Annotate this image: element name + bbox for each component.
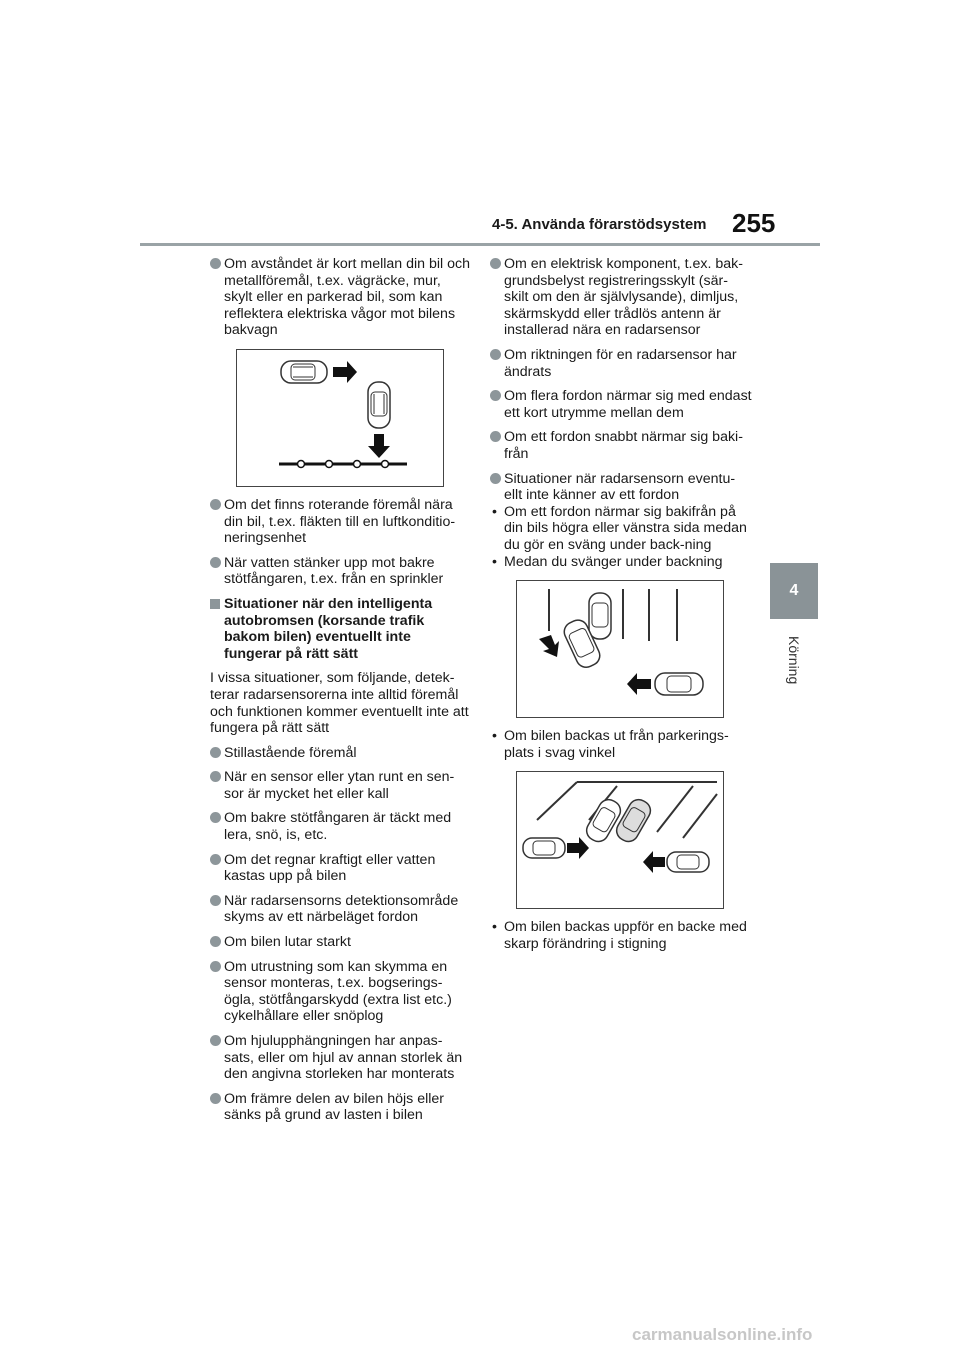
- list-item: [490, 256, 752, 339]
- list-item-text: När radarsensorns detektionsområde skyms av ett närbeläget fordon: [224, 892, 459, 926]
- list-item: [210, 745, 472, 762]
- bullet-dot-icon: [210, 854, 221, 865]
- section-heading: [210, 596, 472, 662]
- chapter-label: [770, 630, 818, 690]
- section-heading-text: Situationer när den intelligenta autobromsen (korsande trafik bakom bilen) eventuellt inte fungerar på rätt sätt: [224, 595, 433, 662]
- bullet-dot-icon: [490, 349, 501, 360]
- section-title: 4-5. Använda förarstödsystem: [492, 216, 707, 233]
- list-item: [210, 810, 472, 843]
- list-item: [490, 388, 752, 421]
- list-item-text: Situationer när radarsensorn eventu-ellt inte känner av ett fordon: [504, 470, 736, 504]
- list-item-text: Om en elektrisk komponent, t.ex. bak-grundsbelyst registreringsskylt (sär-skilt om den är självlysande), dimljus, skärmskydd eller trådlös antenn är installerad nära en radarsensor: [504, 256, 743, 339]
- chapter-label-text: Körning: [786, 635, 802, 685]
- page-number: 255: [732, 208, 776, 238]
- sub-bullet-glyph: •: [492, 728, 497, 745]
- bullet-dot-icon: [490, 473, 501, 484]
- list-item-text: När en sensor eller ytan runt en sen-sor är mycket het eller kall: [224, 769, 455, 802]
- list-item-text: Om utrustning som kan skymma en sensor monteras, t.ex. bogserings-ögla, stötfångarskydd (extra list etc.) cykelhållare eller snöplog: [224, 958, 452, 1025]
- bullet-dot-icon: [210, 258, 221, 269]
- list-item: [210, 959, 472, 1025]
- car-icon: [655, 673, 703, 695]
- bullet-dot-icon: [490, 258, 501, 269]
- sub-list-item: [490, 554, 752, 571]
- list-item-text: Om bilen lutar starkt: [224, 934, 351, 951]
- bullet-dot-icon: [210, 1035, 221, 1046]
- arrow-right-icon: [333, 361, 357, 383]
- list-item: [210, 934, 472, 951]
- list-item: [210, 256, 472, 339]
- chapter-number: 4: [789, 582, 799, 599]
- list-item: [210, 769, 472, 802]
- intro-paragraph: I vissa situationer, som följande, detek-terar radarsensorerna inte alltid föremål och funktionen kommer eventuellt inte att fungera på rätt sätt: [210, 670, 469, 737]
- bullet-dot-icon: [210, 747, 221, 758]
- list-item: [210, 893, 472, 926]
- bullet-dot-icon: [210, 771, 221, 782]
- sub-bullet-glyph: •: [492, 553, 497, 570]
- list-item: [210, 852, 472, 885]
- sub-bullet-glyph: •: [492, 503, 497, 520]
- car-icon: [368, 382, 390, 428]
- list-item-text: Om riktningen för en radarsensor har ändrats: [504, 346, 737, 380]
- right-column: [490, 256, 752, 952]
- list-item-text: Om bakre stötfångaren är täckt med lera, snö, is, etc.: [224, 810, 452, 844]
- list-item-text: Om främre delen av bilen höjs eller sänks på grund av lasten i bilen: [224, 1090, 445, 1124]
- list-item: [490, 471, 752, 504]
- sub-list-item: [490, 728, 752, 761]
- bullet-dot-icon: [210, 499, 221, 510]
- list-item-text: Om avståndet är kort mellan din bil och metallföremål, t.ex. vägräcke, mur, skylt eller en parkerad bil, som kan reflektera elektriska vågor mot bilens bakvagn: [224, 256, 471, 339]
- bullet-dot-icon: [490, 390, 501, 401]
- car-icon: [589, 593, 611, 639]
- arrow-down-icon: [368, 434, 390, 458]
- bullet-dot-icon: [210, 1093, 221, 1104]
- figure-reversing-turn: [516, 580, 724, 718]
- list-item: [210, 497, 472, 547]
- figure-angled-parking: [516, 771, 724, 909]
- list-item: [210, 555, 472, 588]
- list-item-text: När vatten stänker upp mot bakre stötfångaren, t.ex. från en sprinkler: [224, 554, 444, 588]
- sub-list-item-text: Medan du svänger under backning: [504, 553, 723, 570]
- list-item-text: Om flera fordon närmar sig med endast ett kort utrymme mellan dem: [504, 388, 752, 421]
- arrow-right-icon: [567, 837, 589, 859]
- sub-list-item-text: Om bilen backas ut från parkerings-plats i svag vinkel: [504, 728, 729, 761]
- arrow-left-icon: [627, 673, 651, 695]
- sub-list-item: [490, 919, 752, 952]
- list-item-text: Om det regnar kraftigt eller vatten kastas upp på bilen: [224, 851, 436, 885]
- car-icon: [523, 838, 565, 858]
- header-divider: [140, 243, 820, 246]
- bullet-dot-icon: [210, 895, 221, 906]
- square-bullet-icon: [210, 599, 220, 609]
- bullet-dot-icon: [490, 431, 501, 442]
- footer-watermark: carmanualsonline.info: [632, 1325, 813, 1344]
- list-item: [210, 1091, 472, 1124]
- sub-bullet-glyph: •: [492, 919, 497, 936]
- list-item-text: Stillastående föremål: [224, 744, 357, 761]
- bullet-dot-icon: [210, 961, 221, 972]
- left-column: [210, 256, 472, 1132]
- bullet-dot-icon: [210, 557, 221, 568]
- list-item: [490, 429, 752, 462]
- arrow-left-icon: [643, 851, 665, 873]
- car-icon: [583, 796, 624, 845]
- sub-list-item-text: Om ett fordon närmar sig bakifrån på din bils högra eller vänstra sida medan du gör en sväng under back-ning: [504, 503, 747, 553]
- list-item-text: Om det finns roterande föremål nära din bil, t.ex. fläkten till en luftkonditio-neringsenhet: [224, 496, 456, 547]
- car-icon: [281, 361, 327, 383]
- chapter-tab: [770, 563, 818, 619]
- bullet-dot-icon: [210, 812, 221, 823]
- list-item: [210, 1033, 472, 1083]
- sub-list-item-text: Om bilen backas uppför en backe med skarp förändring i stigning: [504, 919, 747, 952]
- list-item-text: Om ett fordon snabbt närmar sig baki-från: [504, 429, 743, 462]
- car-icon: [613, 796, 654, 845]
- figure-metal-objects: [236, 349, 444, 487]
- bullet-dot-icon: [210, 936, 221, 947]
- list-item-text: Om hjulupphängningen har anpas-sats, eller om hjul av annan storlek än den angivna storleken har monterats: [224, 1033, 463, 1083]
- list-item: [490, 347, 752, 380]
- car-icon: [667, 852, 709, 872]
- sub-list-item: [490, 504, 752, 554]
- arrow-curve-icon: [539, 635, 559, 657]
